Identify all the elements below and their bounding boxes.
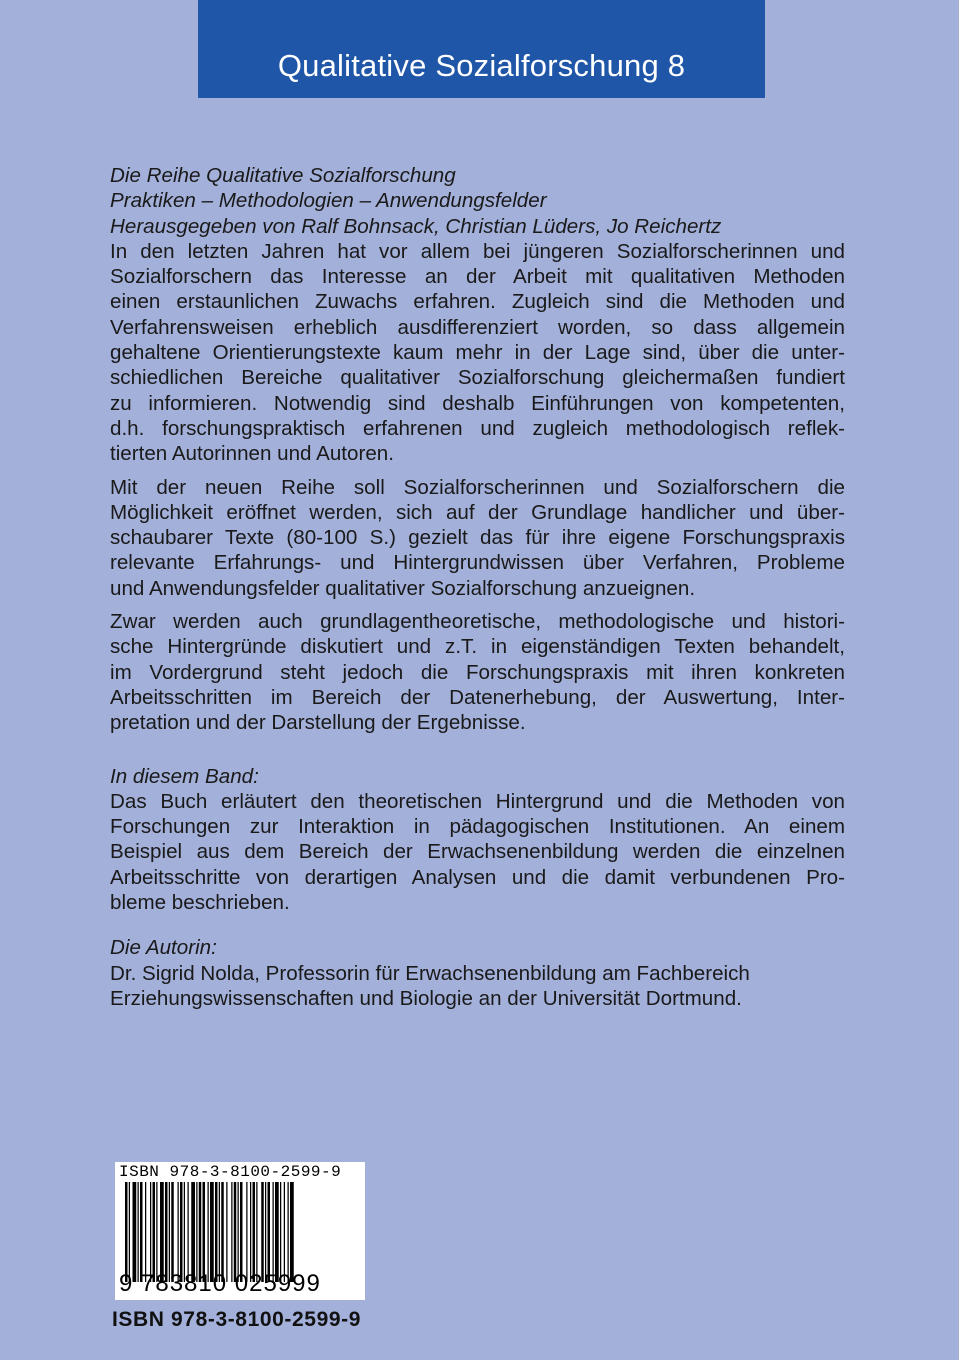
series-header-band bbox=[198, 0, 765, 98]
paragraph-line: Sozialforschern das Interesse an der Arbeit mit qualitativen Methoden bbox=[110, 265, 845, 289]
series-subtitle-line: Praktiken – Methodologien – Anwendungsfelder bbox=[110, 189, 547, 213]
paragraph-2 bbox=[110, 475, 845, 601]
barcode-icon bbox=[125, 1182, 357, 1282]
paragraph-line: d.h. forschungspraktisch erfahrenen und zugleich methodologisch reflek- bbox=[110, 416, 845, 440]
paragraph-line: im Vordergrund steht jedoch die Forschungspraxis mit ihren konkreten bbox=[110, 660, 845, 684]
series-title: Qualitative Sozialforschung 8 bbox=[277, 48, 686, 83]
paragraph-line: Mit der neuen Reihe soll Sozialforscherinnen und Sozialforschern die bbox=[110, 475, 845, 499]
back-cover-text bbox=[110, 163, 845, 1011]
paragraph-line: sche Hintergründe diskutiert und z.T. in eigenständigen Texten behandelt, bbox=[110, 635, 845, 659]
paragraph-line: relevante Erfahrungs- und Hintergrundwissen über Verfahren, Probleme bbox=[110, 551, 845, 575]
band-line: Das Buch erläutert den theoretischen Hintergrund und die Methoden von bbox=[110, 789, 845, 813]
paragraph-line: Zwar werden auch grundlagentheoretische, methodologische und histori- bbox=[110, 610, 845, 634]
paragraph-line: Möglichkeit eröffnet werden, sich auf der Grundlage handlicher und über- bbox=[110, 500, 845, 524]
isbn-number: ISBN 978-3-8100-2599-9 bbox=[112, 1308, 362, 1331]
paragraph-line: pretation und der Darstellung der Ergebnisse. bbox=[110, 711, 526, 735]
paragraph-line: schaubarer Texte (80-100 S.) gezielt das für ihre eigene Forschungspraxis bbox=[110, 526, 845, 550]
paragraph-line: In den letzten Jahren hat vor allem bei jüngeren Sozialforscherinnen und bbox=[110, 239, 845, 263]
paragraph-line: zu informieren. Notwendig sind deshalb Einführungen von kompetenten, bbox=[110, 391, 845, 415]
paragraph-line: einen erstaunlichen Zuwachs erfahren. Zugleich sind die Methoden und bbox=[110, 290, 845, 314]
band-heading: In diesem Band: bbox=[110, 764, 259, 788]
paragraph-line: und Anwendungsfelder qualitativer Sozialforschung anzueignen. bbox=[110, 576, 696, 600]
band-line: Arbeitsschritte von derartigen Analysen und die damit verbundenen Pro- bbox=[110, 865, 845, 889]
paragraph-1 bbox=[110, 239, 845, 467]
author-heading: Die Autorin: bbox=[110, 936, 217, 960]
band-line: Beispiel aus dem Bereich der Erwachsenenbildung werden die einzelnen bbox=[110, 840, 845, 864]
paragraph-line: tierten Autorinnen und Autoren. bbox=[110, 442, 394, 466]
paragraph-line: Arbeitsschritten im Bereich der Datenerhebung, der Auswertung, Inter- bbox=[110, 685, 845, 709]
paragraph-line: Verfahrensweisen erheblich ausdifferenziert worden, so dass allgemein bbox=[110, 315, 845, 339]
series-name-line: Die Reihe Qualitative Sozialforschung bbox=[110, 164, 456, 187]
author-line: Dr. Sigrid Nolda, Professorin für Erwachsenenbildung am Fachbereich bbox=[110, 961, 750, 985]
band-line: bleme beschrieben. bbox=[110, 891, 290, 915]
band-description bbox=[110, 789, 845, 915]
series-intro bbox=[110, 163, 845, 239]
barcode-isbn-label: ISBN 978-3-8100-2599-9 bbox=[119, 1163, 342, 1181]
barcode-box bbox=[115, 1162, 365, 1300]
author-line: Erziehungswissenschaften und Biologie an der Universität Dortmund. bbox=[110, 986, 742, 1010]
paragraph-line: schiedlichen Bereiche qualitativer Sozialforschung gleichermaßen fundiert bbox=[110, 366, 845, 390]
barcode-digits: 9 783810 025999 bbox=[119, 1270, 321, 1297]
author-description bbox=[110, 961, 845, 1012]
paragraph-3 bbox=[110, 609, 845, 735]
paragraph-line: gehaltene Orientierungstexte kaum mehr in der Lage sind, über die unter- bbox=[110, 341, 845, 365]
band-line: Forschungen zur Interaktion in pädagogischen Institutionen. An einem bbox=[110, 815, 845, 839]
series-editors-line: Herausgegeben von Ralf Bohnsack, Christian Lüders, Jo Reichertz bbox=[110, 214, 722, 238]
